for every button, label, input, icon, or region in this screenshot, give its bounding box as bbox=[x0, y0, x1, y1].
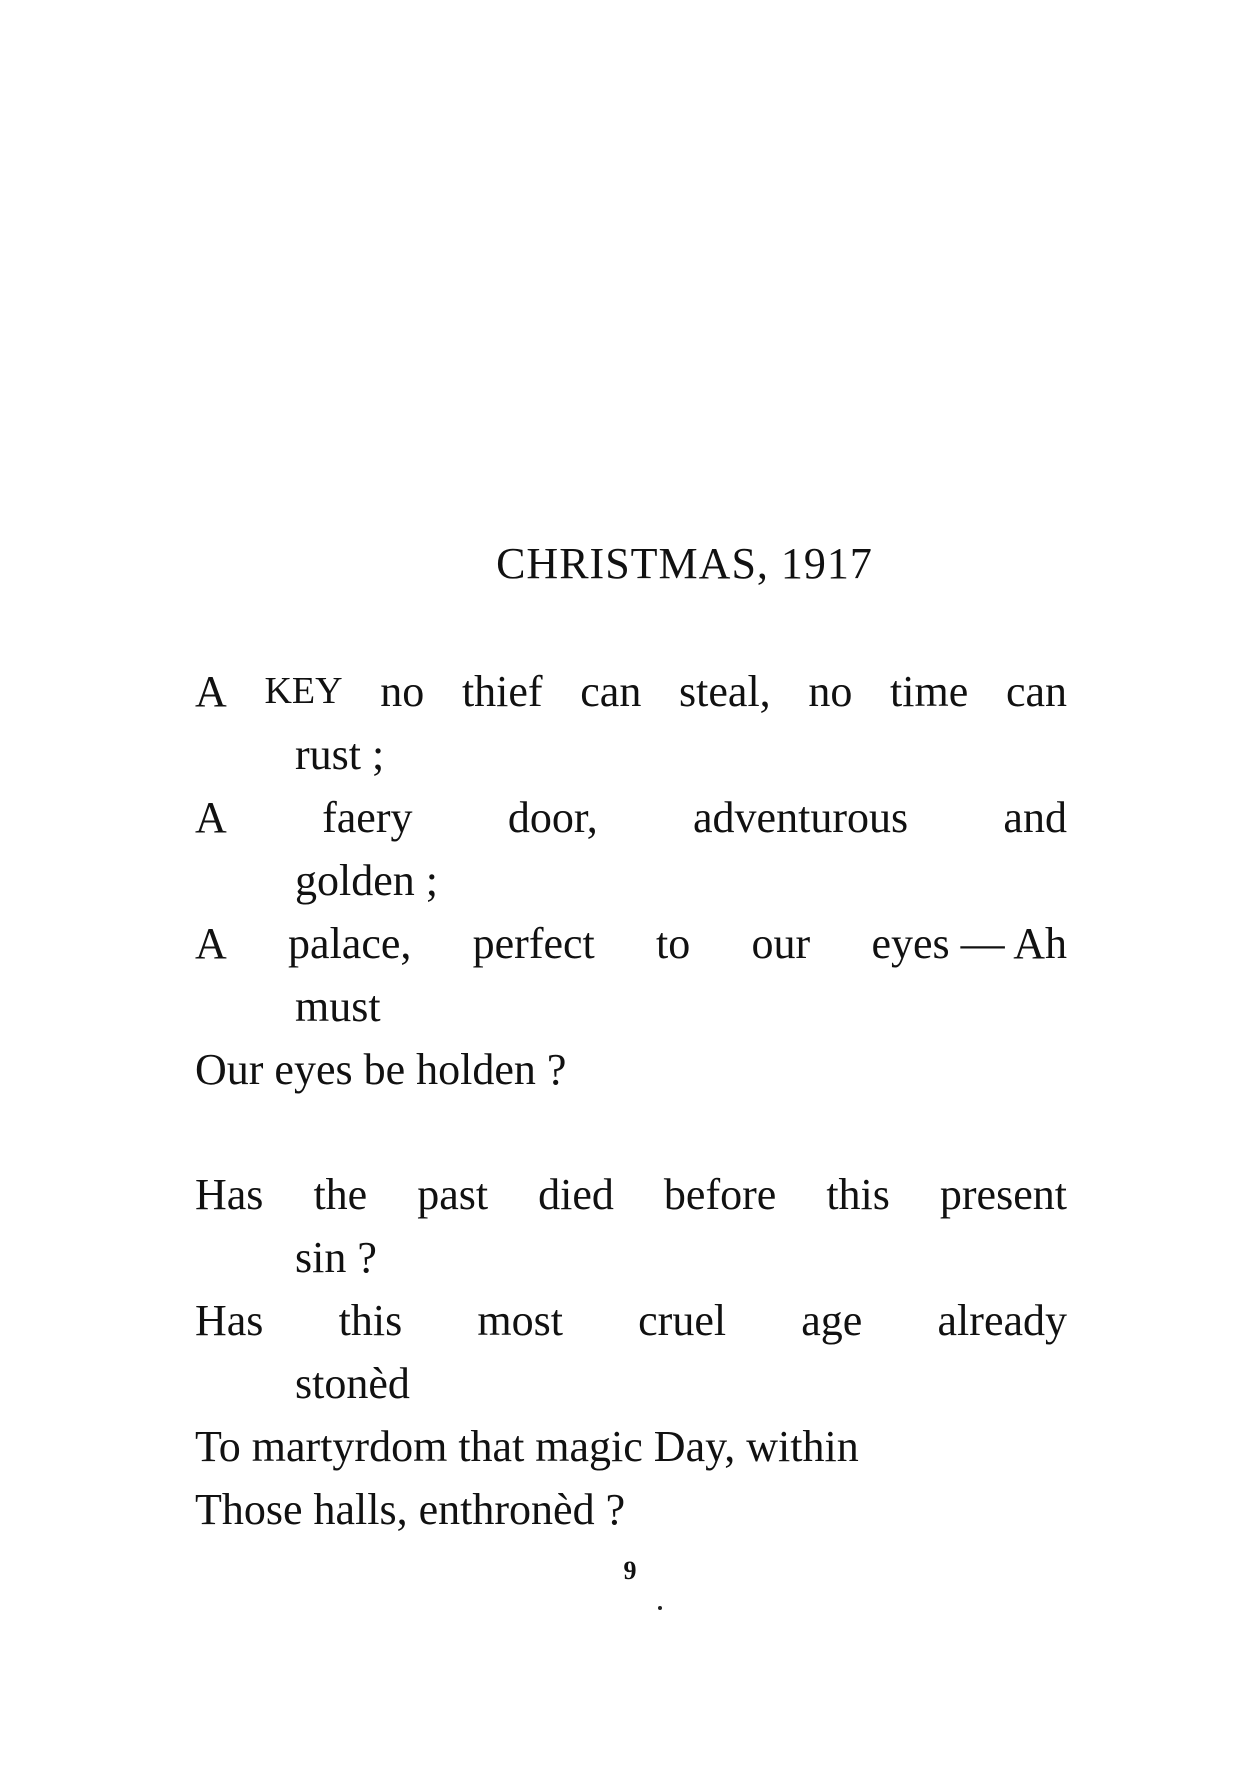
word: our bbox=[751, 919, 811, 968]
stanza2-line2-cont: stonèd bbox=[295, 1359, 410, 1408]
word: A bbox=[195, 793, 227, 842]
word: steal, bbox=[679, 667, 771, 716]
word-smallcaps: KEY bbox=[264, 670, 343, 712]
stanza1-line4: Our eyes be holden ? bbox=[195, 1045, 567, 1094]
poem-title: CHRISTMAS, 1917 bbox=[496, 539, 873, 588]
word: door, bbox=[507, 793, 598, 842]
word: cruel bbox=[638, 1296, 727, 1345]
word: this bbox=[338, 1296, 403, 1345]
stanza2-line2 bbox=[195, 1289, 1067, 1352]
word: eyes — Ah bbox=[871, 919, 1067, 968]
word: this bbox=[826, 1170, 890, 1219]
stanza1-line2-cont: golden ; bbox=[295, 856, 438, 905]
stanza1-line1-cont: rust ; bbox=[295, 730, 385, 779]
word: A bbox=[195, 667, 227, 716]
word: palace, bbox=[288, 919, 412, 968]
stanza2-line3: To martyrdom that magic Day, within bbox=[195, 1422, 859, 1471]
word: Has bbox=[195, 1170, 264, 1219]
word: adventurous bbox=[693, 793, 909, 842]
stanza-break bbox=[195, 1101, 1067, 1163]
print-speck bbox=[658, 1606, 662, 1610]
word: can bbox=[1005, 667, 1067, 716]
word: already bbox=[937, 1296, 1067, 1345]
word: age bbox=[801, 1296, 863, 1345]
word: died bbox=[538, 1170, 614, 1219]
word: A bbox=[195, 919, 227, 968]
word: past bbox=[417, 1170, 489, 1219]
stanza1-line3 bbox=[195, 912, 1067, 975]
stanza2-line4: Those halls, enthronèd ? bbox=[195, 1485, 626, 1534]
word: the bbox=[313, 1170, 368, 1219]
word: present bbox=[939, 1170, 1067, 1219]
page-number: 9 bbox=[623, 1556, 637, 1585]
word: time bbox=[890, 667, 969, 716]
word: and bbox=[1003, 793, 1067, 842]
word: to bbox=[656, 919, 691, 968]
poem-body bbox=[195, 660, 1067, 1541]
word: no bbox=[380, 667, 425, 716]
stanza1-line1 bbox=[195, 660, 1067, 723]
stanza1-line2 bbox=[195, 786, 1067, 849]
word: can bbox=[580, 667, 642, 716]
word: Has bbox=[195, 1296, 264, 1345]
stanza2-line1-cont: sin ? bbox=[295, 1233, 377, 1282]
word: before bbox=[663, 1170, 777, 1219]
word: most bbox=[477, 1296, 563, 1345]
word: no bbox=[808, 667, 853, 716]
word: thief bbox=[461, 667, 543, 716]
stanza1-line3-cont: must bbox=[295, 982, 381, 1031]
stanza2-line1 bbox=[195, 1163, 1067, 1226]
word: faery bbox=[322, 793, 413, 842]
word: perfect bbox=[472, 919, 595, 968]
